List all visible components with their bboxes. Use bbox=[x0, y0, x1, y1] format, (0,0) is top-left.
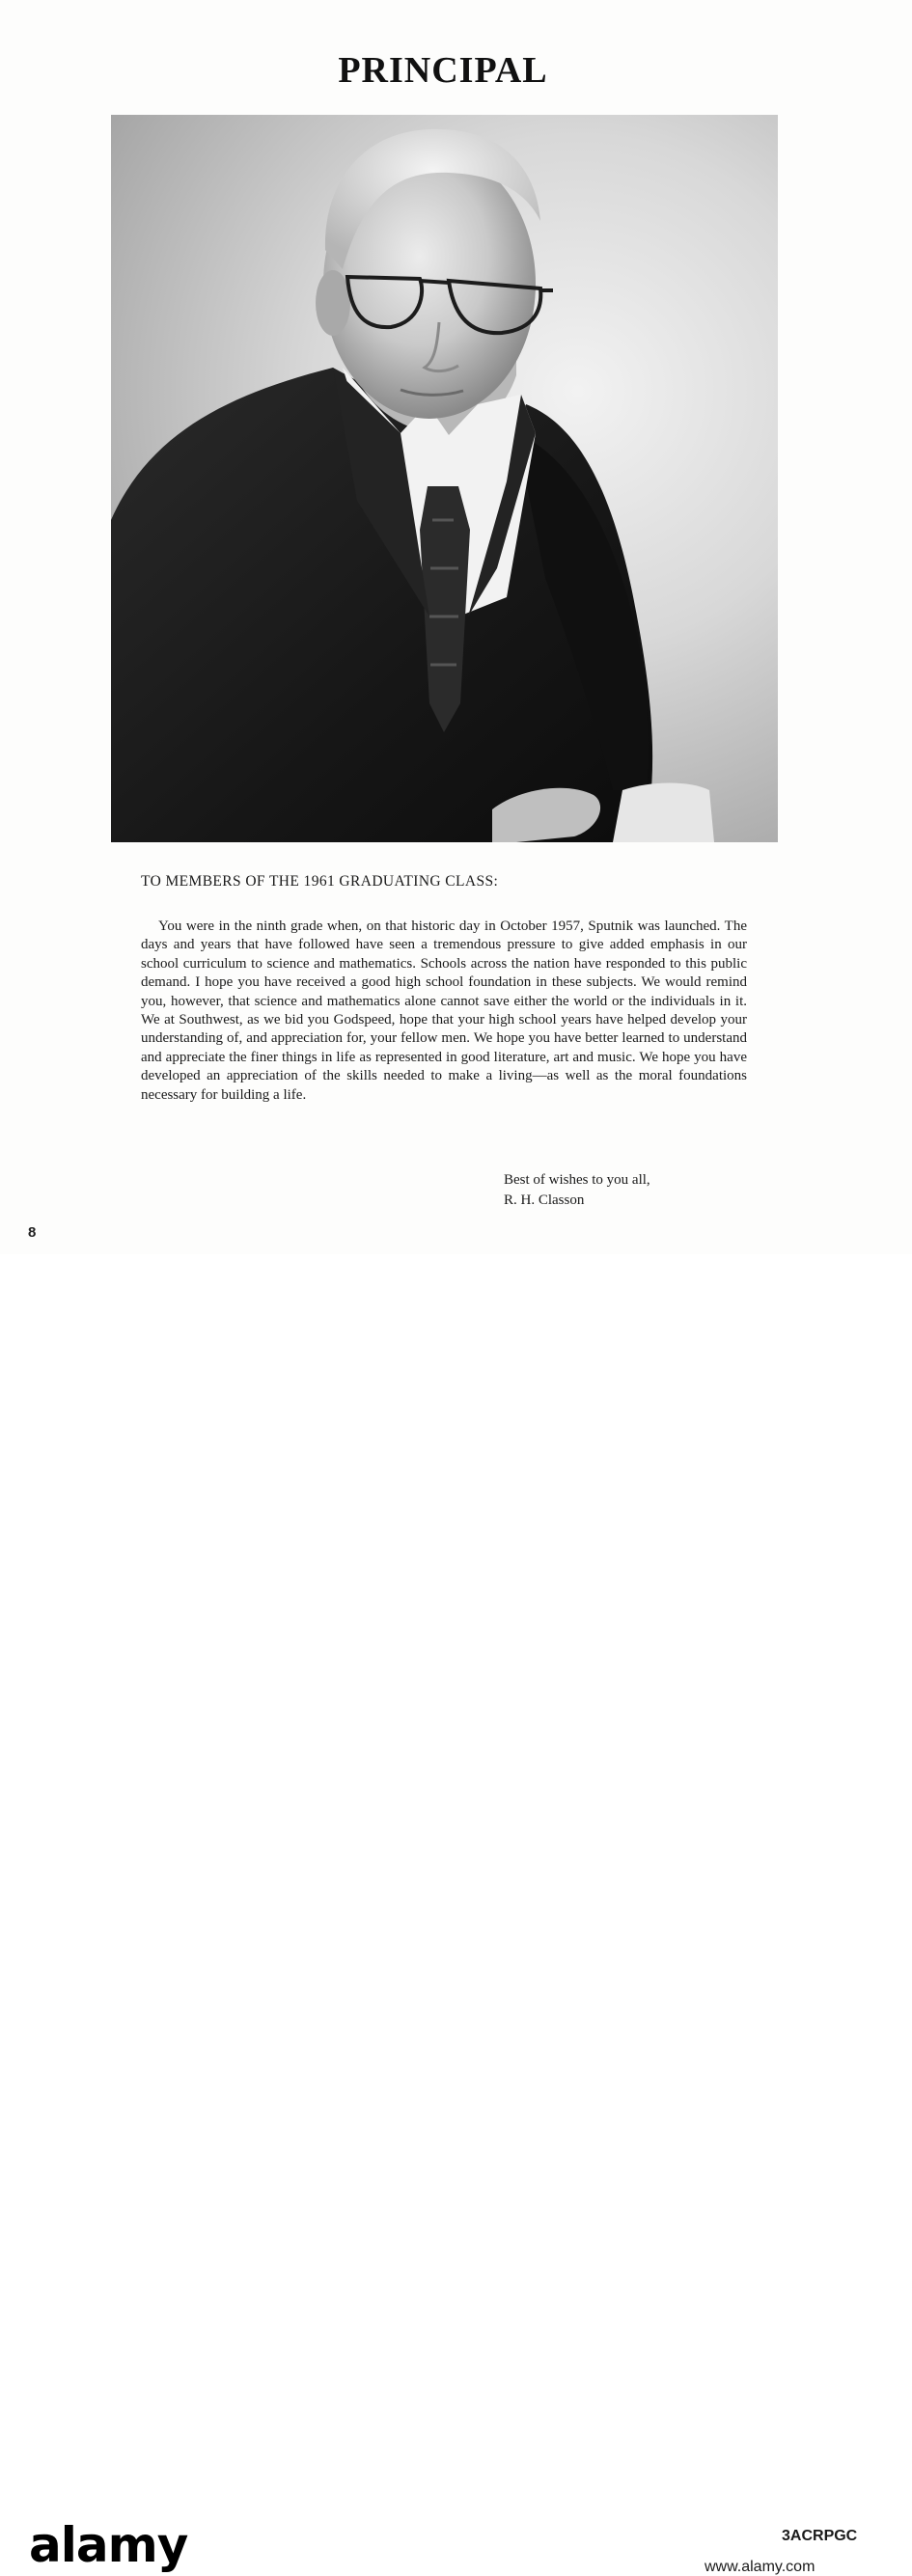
image-id: 3ACRPGC bbox=[782, 2528, 858, 2544]
principal-portrait-photo bbox=[111, 115, 778, 842]
portrait-illustration bbox=[111, 115, 778, 842]
ear bbox=[316, 270, 350, 336]
yearbook-page bbox=[0, 0, 912, 1254]
letter-closing: Best of wishes to you all, bbox=[504, 1172, 650, 1188]
letter-body: You were in the ninth grade when, on that historic day in October 1957, Sputnik was launched. The days and years that have followed have seen a tremendous pressure to give added emphasis in our school curriculum to science and mathematics. Schools across the nation have responded to this public demand. I hope you have received a good high school foundation in these subjects. We would remind you, however, that science and mathematics alone cannot save either the world or the individuals in it. We at Southwest, as we bid you Godspeed, hope that your high school years have helped develop your understanding of, and appreciation for, your fellow men. We hope you have better learned to understand and appreciate the finer things in life as represented in good literature, art and music. We hope you have developed an appreciation of the skills needed to make a living—as well as the moral foundations necessary for building a life. bbox=[141, 918, 747, 1103]
letter-closing-block bbox=[504, 1170, 650, 1211]
stock-watermark-bar bbox=[0, 1254, 912, 2575]
alamy-logo: alamy bbox=[29, 2517, 188, 2573]
letter-salutation: TO MEMBERS OF THE 1961 GRADUATING CLASS: bbox=[141, 873, 499, 890]
page-number: 8 bbox=[28, 1224, 37, 1241]
letter-signature: R. H. Classon bbox=[504, 1192, 585, 1208]
site-url: www.alamy.com bbox=[705, 2559, 815, 2575]
papers bbox=[613, 783, 714, 843]
page-title: PRINCIPAL bbox=[338, 50, 548, 91]
